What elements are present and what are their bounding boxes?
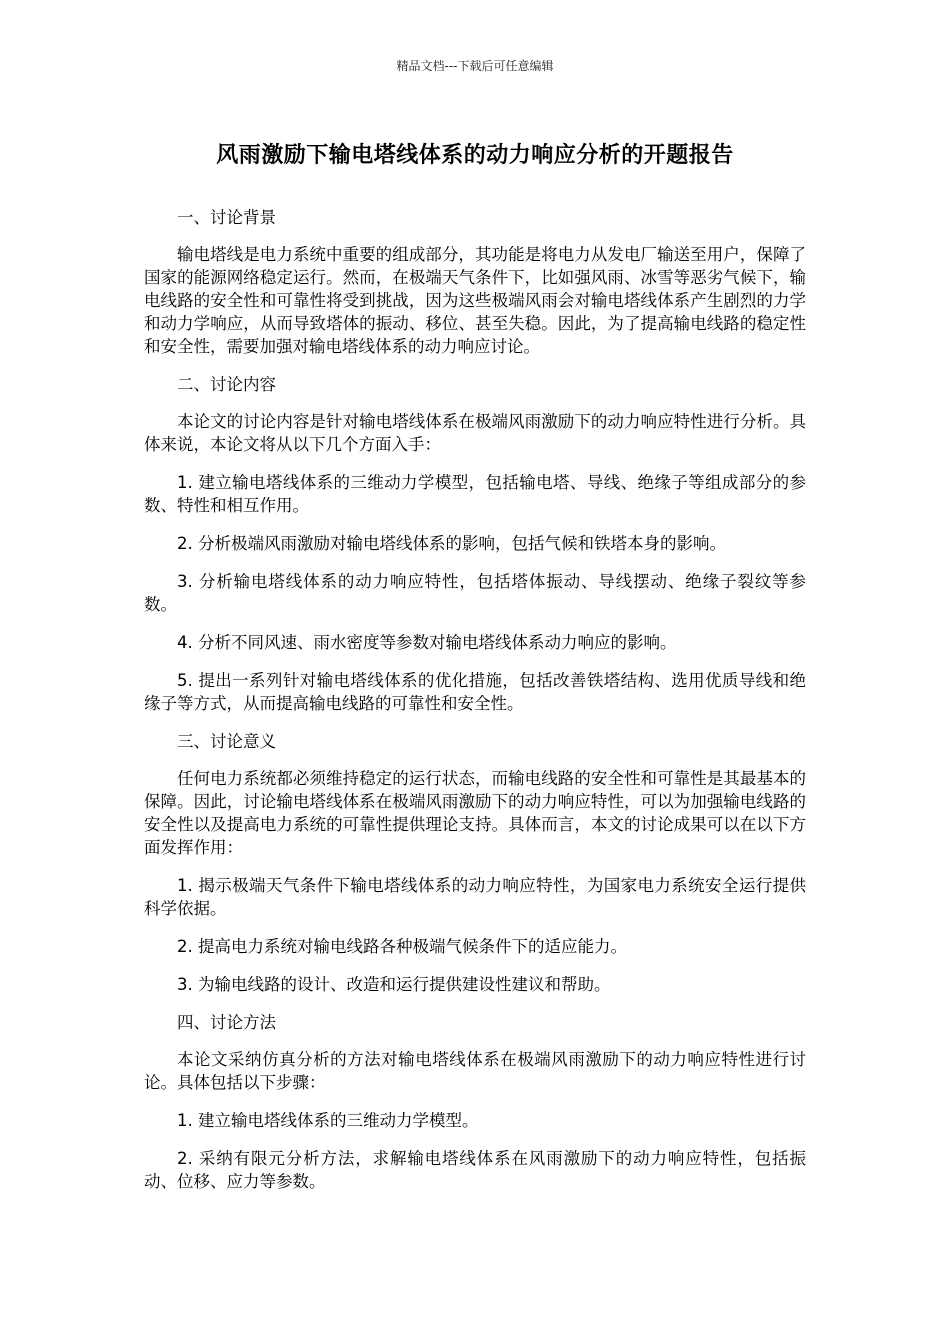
- background-paragraph: 输电塔线是电力系统中重要的组成部分，其功能是将电力从发电厂输送至用户，保障了国家的能源网络稳定运行。然而，在极端天气条件下，比如强风雨、冰雪等恶劣气候下，输电线路的安全性和可靠性将受到挑战，因为这些极端风雨会对输电塔线体系产生剧烈的力学和动力学响应，从而导致塔体的振动、移位、甚至失稳。因此，为了提高输电线路的稳定性和安全性，需要加强对输电塔线体系的动力响应讨论。: [144, 245, 806, 356]
- method-intro-paragraph: 本论文采纳仿真分析的方法对输电塔线体系在极端风雨激励下的动力响应特性进行讨论。具体包括以下步骤：: [144, 1050, 806, 1092]
- section-heading-significance: 三、讨论意义: [177, 732, 276, 751]
- document-title: 风雨激励下输电塔线体系的动力响应分析的开题报告: [216, 143, 734, 168]
- significance-list-item: 2. 提高电力系统对输电线路各种极端气候条件下的适应能力。: [177, 937, 627, 956]
- document-body: [144, 206, 806, 1208]
- significance-list-item: 3. 为输电线路的设计、改造和运行提供建设性建议和帮助。: [177, 975, 611, 994]
- method-list-item: 1. 建立输电塔线体系的三维动力学模型。: [177, 1111, 479, 1130]
- significance-list-item: 1. 揭示极端天气条件下输电塔线体系的动力响应特性，为国家电力系统安全运行提供科学依据。: [144, 876, 806, 918]
- content-list-item: 2. 分析极端风雨激励对输电塔线体系的影响，包括气候和铁塔本身的影响。: [177, 534, 726, 553]
- content-list-item: 3. 分析输电塔线体系的动力响应特性，包括塔体振动、导线摆动、绝缘子裂纹等参数。: [144, 572, 806, 614]
- method-list-item: 2. 采纳有限元分析方法，求解输电塔线体系在风雨激励下的动力响应特性，包括振动、位移、应力等参数。: [144, 1149, 806, 1191]
- significance-intro-paragraph: 任何电力系统都必须维持稳定的运行状态，而输电线路的安全性和可靠性是其最基本的保障。因此，讨论输电塔线体系在极端风雨激励下的动力响应特性，可以为加强输电线路的安全性以及提高电力系统的可靠性提供理论支持。具体而言，本文的讨论成果可以在以下方面发挥作用：: [144, 769, 806, 857]
- page-header: 精品文档---下载后可任意编辑: [396, 59, 554, 73]
- section-heading-content: 二、讨论内容: [177, 375, 276, 394]
- section-heading-background: 一、讨论背景: [177, 208, 276, 227]
- content-intro-paragraph: 本论文的讨论内容是针对输电塔线体系在极端风雨激励下的动力响应特性进行分析。具体来说，本论文将从以下几个方面入手：: [144, 412, 806, 454]
- content-list-item: 4. 分析不同风速、雨水密度等参数对输电塔线体系动力响应的影响。: [177, 633, 677, 652]
- section-heading-method: 四、讨论方法: [177, 1013, 276, 1032]
- content-list-item: 1. 建立输电塔线体系的三维动力学模型，包括输电塔、导线、绝缘子等组成部分的参数、特性和相互作用。: [144, 473, 806, 515]
- content-list-item: 5. 提出一系列针对输电塔线体系的优化措施，包括改善铁塔结构、选用优质导线和绝缘子等方式，从而提高输电线路的可靠性和安全性。: [144, 671, 806, 713]
